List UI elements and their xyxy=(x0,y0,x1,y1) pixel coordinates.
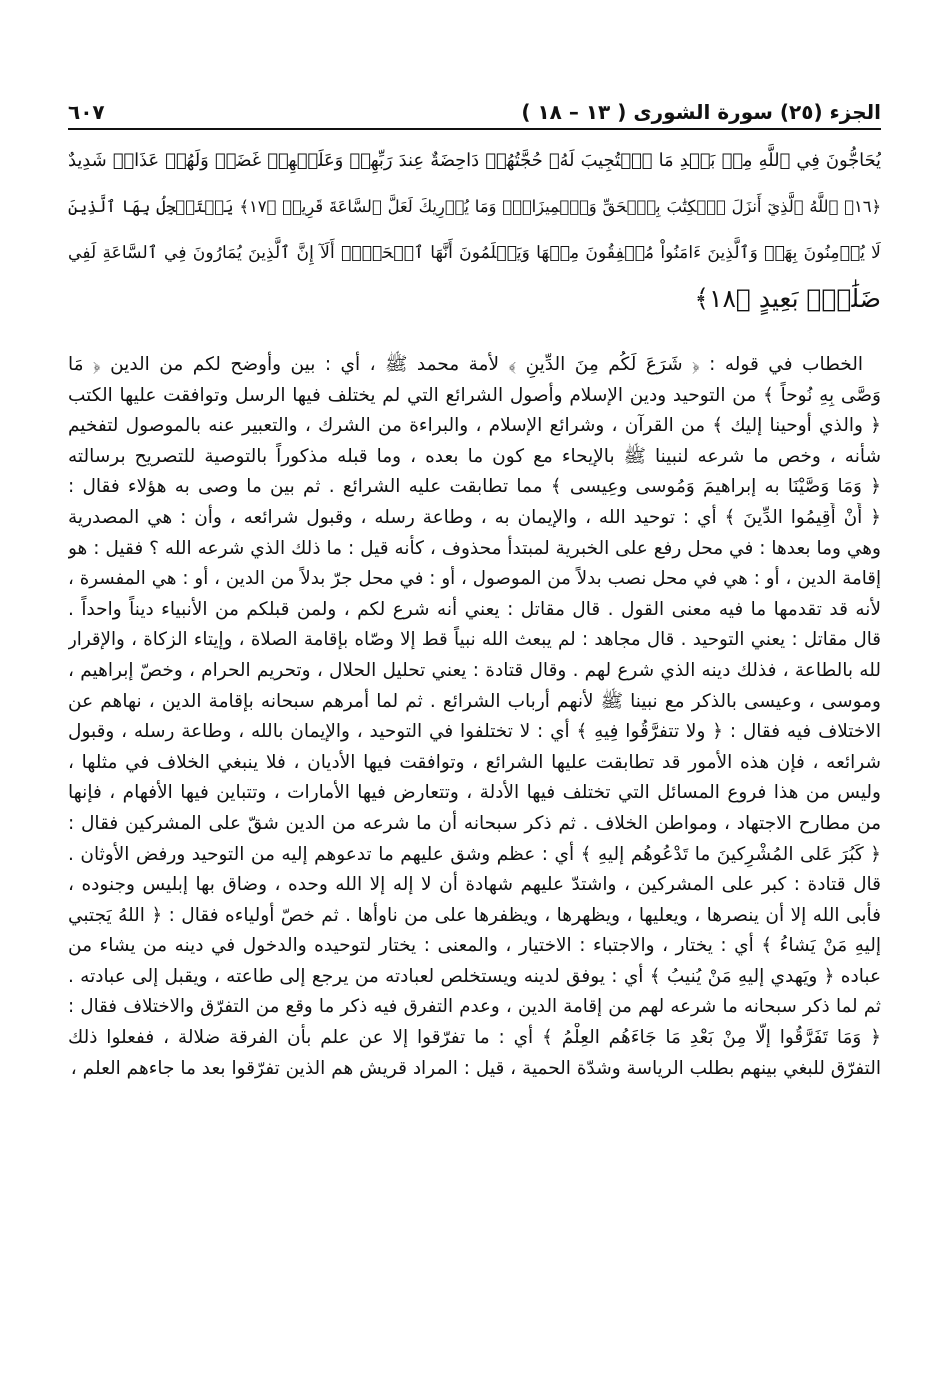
tafsir-line: قال قتادة : كبر على المشركين ، واشتدّ عليهم شهادة أن لا إله إلا الله وحده ، وضاق بها إبليس وجنوده ، xyxy=(68,874,881,896)
page-header xyxy=(68,88,881,130)
tafsir-line: وموسى ، وعيسى بالذكر مع نبينا ﷺ لأنهم أرباب الشرائع . ثم لما أمرهم سبحانه بإقامة الدين ، نهاهم عن xyxy=(68,690,881,712)
tafsir-line: وهي وما بعدها : في محل رفع على الخبرية لمبتدأ محذوف ، كأنه قيل : ما ذلك الذي شرعه الله ؟ فقيل : هو xyxy=(68,537,881,559)
tafsir-line: وَصَّى بِهِ نُوحاً ﴾ من التوحيد ودين الإسلام وأصول الشرائع التي لم يختلف فيها الرسل وتوافقت عليها الكتب xyxy=(68,384,881,406)
tafsir-line: إليهِ مَنْ يَشاءُ ﴾ أي : يختار ، والاجتباء : الاختيار ، والمعنى : يختار لتوحيده والدخول في دينه من يشاء من xyxy=(68,935,881,957)
tafsir-line: لله بالطاعة ، فذلك دينه الذي شرع لهم . وقال قتادة : يعني تحليل الحلال ، وتحريم الحرام ، وخصّ إبراهيم ، xyxy=(68,659,881,681)
quran-line: ﴿١٦﴾ ٱللَّهُ ٱلَّذِيٓ أَنزَلَ ٱلۡكِتَٰبَ بِٱلۡحَقِّ وَٱلۡمِيزَانَۗ وَمَا يُدۡرِيكَ لَعَلَّ ٱلسَّاعَةَ قَرِيبٞ ﴿١٧﴾ يَسۡتَعۡجِلُ بِهَا ٱلَّذِينَ xyxy=(68,197,881,216)
tafsir-line: شأنه ، وخص ما شرعه لنبينا ﷺ بالإيحاء مع كون ما بعده ، وما قبله مذكوراً بالتوصية للتصريح برسالته xyxy=(68,445,881,467)
tafsir-line: ﴿ والذي أوحينا إليك ﴾ من القرآن ، وشرائع الإسلام ، والبراءة من الشرك ، والتعبير عنه بالموصول لتفخيم xyxy=(68,415,881,437)
tafsir-line: ﴿ كَبُرَ عَلى المُشْرِكينَ ما تَدْعُوهُم إليهِ ﴾ أي : عظم وشق عليهم ما تدعوهم إليه من التوحيد ورفض الأوثان . xyxy=(68,843,881,865)
page-number: ٦٠٧ xyxy=(68,100,105,124)
tafsir-line: قال مقاتل : يعني التوحيد . قال مجاهد : لم يبعث الله نبياً قط إلا وصّاه بإقامة الصلاة ، وإيتاء الزكاة ، والإقرار xyxy=(68,629,881,651)
tafsir-line: ﴿ أَنْ أَقِيمُوا الدِّينَ ﴾ أي : توحيد الله ، والإيمان به ، وطاعة رسله ، وقبول شرائعه ، وأن : هي المصدرية xyxy=(68,506,881,528)
quran-line: يُحَاجُّونَ فِي ٱللَّهِ مِنۢ بَعۡدِ مَا ٱسۡتُجِيبَ لَهُۥ حُجَّتُهُمۡ دَاحِضَةٌ عِندَ رَبِّهِمۡ وَعَلَيۡهِمۡ غَضَبٞ وَلَهُمۡ عَذَابٞ شَدِيدٌ xyxy=(68,150,881,171)
tafsir-line: الاختلاف فيه فقال : ﴿ ولا تتفرَّقُوا فِيهِ ﴾ أي : لا تختلفوا في التوحيد ، والإيمان بالله ، وطاعة رسله ، وقبول xyxy=(68,721,881,743)
quran-line: ضَلَٰلِۭ بَعِيدٍ ﴿١٨﴾ xyxy=(694,284,881,313)
tafsir-line: من مطارح الاجتهاد ، ومواطن الخلاف . ثم ذكر سبحانه أن ما شرعه من الدين شقّ على المشركين فقال : xyxy=(68,812,881,834)
quran-line: لَا يُؤۡمِنُونَ بِهَاۖ وَٱلَّذِينَ ءَامَنُواْ مُشۡفِقُونَ مِنۡهَا وَيَعۡلَمُونَ أَنَّهَا ٱلۡحَقُّۗ أَلَآ إِنَّ ٱلَّذِينَ يُمَارُونَ فِي ٱلسَّاعَةِ لَفِي xyxy=(68,243,881,263)
tafsir-line: عباده ﴿ ويَهدي إليهِ مَنْ يُنيبُ ﴾ أي : يوفق لدينه ويستخلص لعبادته من يرجع إلى طاعته ، ويقبل إلى عبادته . xyxy=(68,965,881,987)
tafsir-line: شرائعه ، فإن هذه الأمور قد تطابقت عليها الشرائع ، وتوافقت فيها الأديان ، فلا ينبغي الخلاف في مثلها ، xyxy=(68,751,881,773)
tafsir-line: ﴿ وَمَا وَصَّيْنَا به إبراهيمَ وَمُوسى وعِيسى ﴾ مما تطابقت عليه الشرائع . ثم بين ما وصى به هؤلاء فقال : xyxy=(68,476,881,498)
tafsir-line: الخطاب في قوله : ﴿ شَرَعَ لَكُم مِنَ الدِّينِ ﴾ لأمة محمد ﷺ ، أي : بين وأوضح لكم من الدين ﴿ مَا xyxy=(68,354,863,375)
tafsir-line: التفرّق للبغي بينهم بطلب الرياسة وشدّة الحمية ، قيل : المراد قريش هم الذين تفرّقوا بعد ما جاءهم العلم ، xyxy=(70,1057,881,1079)
tafsir-commentary xyxy=(68,350,881,1084)
tafsir-line: إقامة الدين ، أو : هي في محل نصب بدلاً من الموصول ، أو : في محل جرّ بدلاً من الدين ، أو : هي المفسرة ، xyxy=(68,568,881,590)
tafsir-line: ﴿ وَمَا تَفَرَّقُوا إلّا مِنْ بَعْدِ مَا جَاءَهُم العِلْمُ ﴾ أي : ما تفرّقوا إلا عن علم بأن الفرقة ضلالة ، ففعلوا ذلك xyxy=(68,1027,881,1049)
tafsir-line: لأنه قد تقدمها ما فيه معنى القول . قال مقاتل : يعني أنه شرع لكم ، ولمن قبلكم من الأنبياء ديناً واحداً . xyxy=(68,598,881,620)
tafsir-line: ثم لما ذكر سبحانه ما شرعه لهم من إقامة الدين ، وعدم التفرق فيه ذكر ما وقع من التفرّق والاختلاف فقال : xyxy=(68,996,881,1018)
running-title: الجزء (٢٥) سورة الشورى ( ١٣ – ١٨ ) xyxy=(521,100,881,124)
quran-verses-block xyxy=(68,138,881,322)
tafsir-line: وليس من هذا فروع المسائل التي تختلف فيها الأدلة ، وتتعارض فيها الأمارات ، وتتباين فيها الأفهام ، فإنها xyxy=(68,782,881,804)
tafsir-line: فأبى الله إلا أن ينصرها ، ويعليها ، ويظهرها ، ويظفرها على من ناوأها . ثم خصّ أولياءه فقال : ﴿ اللهُ يَجتبي xyxy=(68,904,881,926)
